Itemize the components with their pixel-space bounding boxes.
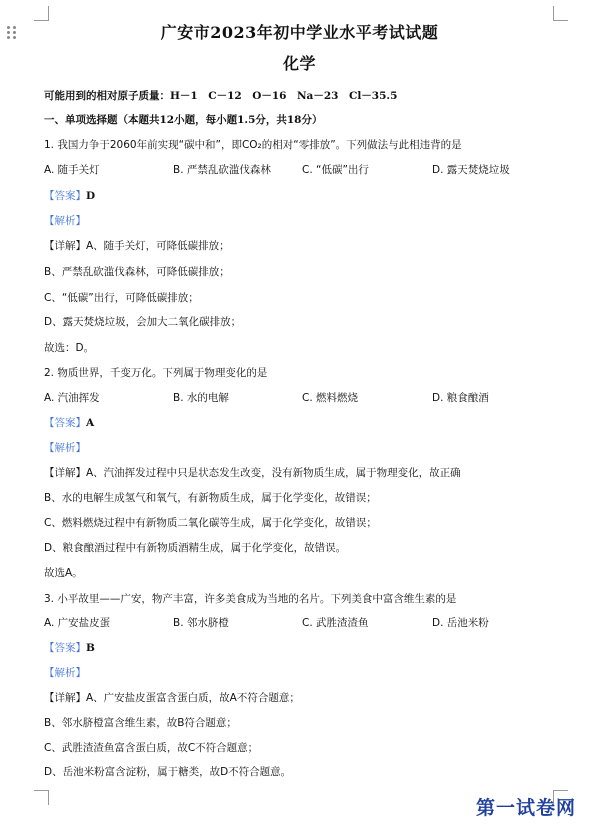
detail-text: A、广安盐皮蛋富含蛋白质，故A不符合题意； — [86, 692, 300, 704]
question-stem: 2. 物质世界，千变万化。下列属于物理变化的是 — [44, 367, 268, 379]
detail-tag: 【详解】 — [44, 467, 86, 479]
detail-tag: 【详解】 — [44, 240, 86, 252]
detail-line: C、燃料燃烧过程中有新物质二氧化碳等生成，属于化学变化，故错误； — [44, 517, 377, 529]
option-c: C. 燃料燃烧 — [302, 392, 359, 404]
detail-line: D、露天焚烧垃圾，会加大二氧化碳排放； — [44, 316, 242, 328]
option-b: B. 邻水脐橙 — [173, 617, 229, 629]
detail-line — [44, 465, 461, 480]
analysis-tag: 【解析】 — [44, 667, 86, 679]
crop-mark-bottom-left — [34, 790, 49, 805]
detail-tag: 【详解】 — [44, 692, 86, 704]
answer-tag: 【答案】 — [44, 417, 86, 429]
option-b: B. 严禁乱砍滥伐森林 — [173, 164, 271, 176]
option-c: C. 武胜渣渣鱼 — [302, 617, 369, 629]
answer-line — [44, 640, 95, 655]
detail-text: A、随手关灯，可降低碳排放； — [86, 240, 230, 252]
question-stem: 3. 小平故里——广安，物产丰富，许多美食成为当地的名片。下列美食中富含维生素的是 — [44, 593, 457, 605]
detail-line: D、岳池米粉富含淀粉，属于糖类，故D不符合题意。 — [44, 766, 292, 778]
section-heading: 一、单项选择题（本题共12小题，每小题1.5分，共18分） — [44, 114, 323, 126]
subject-title: 化学 — [282, 54, 316, 73]
question-stem: 1. 我国力争于2060年前实现“碳中和”，即CO₂的相对“零排放”。下列做法与此相违背的是 — [44, 139, 462, 151]
analysis-tag: 【解析】 — [44, 442, 86, 454]
option-a: A. 随手关灯 — [44, 164, 100, 176]
option-a: A. 广安盐皮蛋 — [44, 617, 111, 629]
conclusion-line: 故选：D。 — [44, 342, 95, 354]
option-d: D. 露天焚烧垃圾 — [432, 164, 510, 176]
answer-line — [44, 415, 94, 430]
answer-value: B — [86, 642, 95, 654]
detail-line: B、严禁乱砍滥伐森林，可降低碳排放； — [44, 266, 230, 278]
option-a: A. 汽油挥发 — [44, 392, 100, 404]
option-d: D. 粮食酿酒 — [432, 392, 489, 404]
detail-text: A、汽油挥发过程中只是状态发生改变，没有新物质生成，属于物理变化，故正确 — [86, 467, 461, 479]
answer-tag: 【答案】 — [44, 190, 86, 202]
answer-line — [44, 188, 95, 203]
detail-line: D、粮食酿酒过程中有新物质酒精生成，属于化学变化，故错误。 — [44, 542, 347, 554]
crop-mark-top-right — [553, 6, 568, 21]
detail-line: B、邻水脐橙富含维生素，故B符合题意； — [44, 717, 237, 729]
crop-mark-top-left — [34, 6, 49, 21]
option-d: D. 岳池米粉 — [432, 617, 489, 629]
detail-line — [44, 690, 300, 705]
answer-tag: 【答案】 — [44, 642, 86, 654]
analysis-tag: 【解析】 — [44, 215, 86, 227]
option-b: B. 水的电解 — [173, 392, 229, 404]
answer-value: D — [86, 190, 96, 202]
option-c: C. “低碳”出行 — [302, 164, 369, 176]
atomic-mass-line: 可能用到的相对原子质量：H－1 C－12 O－16 Na－23 Cl－35.5 — [44, 90, 398, 102]
detail-line: C、武胜渣渣鱼富含蛋白质，故C不符合题意； — [44, 742, 259, 754]
detail-line: B、水的电解生成氢气和氧气，有新物质生成，属于化学变化，故错误； — [44, 492, 377, 504]
watermark-logo: 第一试卷网 — [476, 797, 577, 819]
detail-line: C、“低碳”出行，可降低碳排放； — [44, 292, 199, 304]
answer-value: A — [86, 417, 95, 429]
detail-line — [44, 238, 230, 253]
page-title: 广安市2023年初中学业水平考试试题 — [160, 23, 439, 42]
conclusion-line: 故选A。 — [44, 567, 83, 579]
